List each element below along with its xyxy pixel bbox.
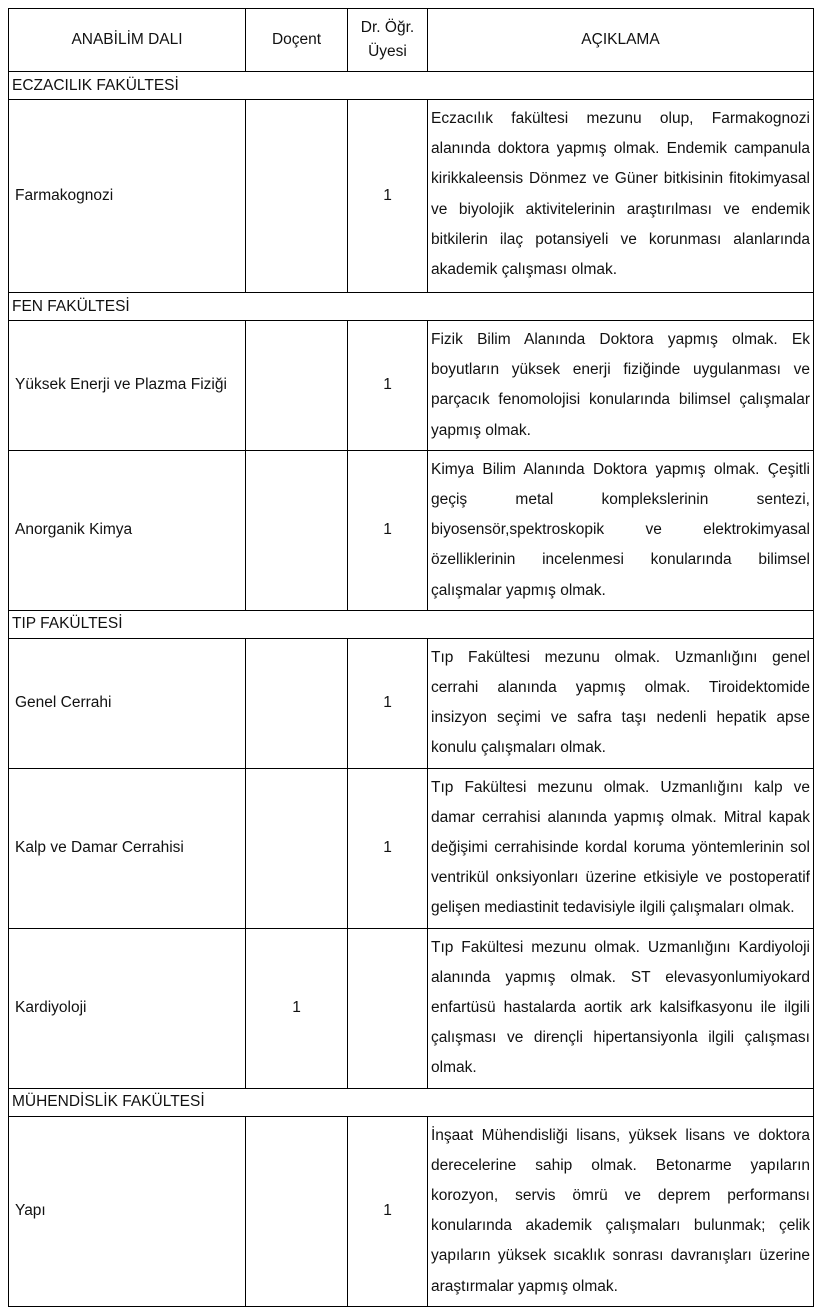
dr-cell: 1: [348, 638, 428, 768]
dr-cell: 1: [348, 1116, 428, 1306]
table-row: [9, 768, 814, 928]
table-row: [9, 928, 814, 1088]
faculty-name: TIP FAKÜLTESİ: [9, 610, 814, 638]
header-row: [9, 9, 814, 72]
description-cell: Eczacılık fakültesi mezunu olup, Farmakognozi alanında doktora yapmış olmak. Endemik campanula kirikkaleensis Dönmez ve Güner bitkisinin fitokimyasal ve biyolojik aktivitelerinin araştırılması ve endemik bitkilerin ilaç potansiyeli ve korunması alanlarında akademik çalışması olmak.: [428, 100, 814, 293]
department-cell: Kardiyoloji: [9, 928, 246, 1088]
docent-cell: 1: [246, 928, 348, 1088]
dr-cell: 1: [348, 100, 428, 293]
docent-cell: [246, 638, 348, 768]
description-cell: Kimya Bilim Alanında Doktora yapmış olmak. Çeşitli geçiş metal komplekslerinin sentezi, biyosensör,spektroskopik ve elektrokimyasal özelliklerinin incelenmesi konularında bilimsel çalışmalar yapmış olmak.: [428, 450, 814, 610]
dr-cell: [348, 928, 428, 1088]
position-table: [8, 8, 814, 1307]
department-cell: Yapı: [9, 1116, 246, 1306]
department-cell: Anorganik Kimya: [9, 450, 246, 610]
dr-cell: 1: [348, 450, 428, 610]
header-department: ANABİLİM DALI: [9, 9, 246, 72]
department-cell: Yüksek Enerji ve Plazma Fiziği: [9, 321, 246, 451]
department-cell: Genel Cerrahi: [9, 638, 246, 768]
faculty-name: FEN FAKÜLTESİ: [9, 293, 814, 321]
docent-cell: [246, 100, 348, 293]
table-row: [9, 638, 814, 768]
faculty-row: [9, 72, 814, 100]
docent-cell: [246, 450, 348, 610]
table-row: [9, 450, 814, 610]
description-cell: Fizik Bilim Alanında Doktora yapmış olmak. Ek boyutların yüksek enerji fiziğinde uygulanması ve parçacık fenomolojisi konularında bilimsel çalışmalar yapmış olmak.: [428, 321, 814, 451]
header-dr-line1: Dr. Öğr.: [360, 19, 415, 36]
description-cell: Tıp Fakültesi mezunu olmak. Uzmanlığını Kardiyoloji alanında yapmış olmak. ST elevasyonlumiyokard enfartüsü hastalarda aortik ark kalsifkasyonu ile ilgili çalışması ve dirençli hipertansiyonla ilgili çalışması olmak.: [428, 928, 814, 1088]
department-cell: Kalp ve Damar Cerrahisi: [9, 768, 246, 928]
header-dr-faculty-member: [348, 9, 428, 72]
dr-cell: 1: [348, 768, 428, 928]
table-row: [9, 100, 814, 293]
faculty-row: [9, 1088, 814, 1116]
header-dr-line2: Üyesi: [368, 43, 407, 60]
description-cell: Tıp Fakültesi mezunu olmak. Uzmanlığını genel cerrahi alanında yapmış olmak. Tiroidektomide insizyon seçimi ve safra taşı nedenli hepatik apse konulu çalışmaları olmak.: [428, 638, 814, 768]
docent-cell: [246, 321, 348, 451]
table-row: [9, 321, 814, 451]
description-cell: İnşaat Mühendisliği lisans, yüksek lisans ve doktora derecelerine sahip olmak. Betonarme yapıların korozyon, servis ömrü ve deprem performansı konularında akademik çalışmaları bulunmak; çelik yapıların yüksek sıcaklık sonrası davranışları üzerine araştırmalar yapmış olmak.: [428, 1116, 814, 1306]
header-docent: Doçent: [246, 9, 348, 72]
docent-cell: [246, 768, 348, 928]
faculty-name: MÜHENDİSLİK FAKÜLTESİ: [9, 1088, 814, 1116]
department-cell: Farmakognozi: [9, 100, 246, 293]
faculty-name: ECZACILIK FAKÜLTESİ: [9, 72, 814, 100]
dr-cell: 1: [348, 321, 428, 451]
faculty-row: [9, 610, 814, 638]
description-cell: Tıp Fakültesi mezunu olmak. Uzmanlığını kalp ve damar cerrahisi alanında yapmış olmak. Mitral kapak değişimi cerrahisinde kordal koruma yöntemlerinin sol ventrikül onksiyonları üzerine etkisiyle ve postoperatif gelişen mediastinit tedavisiyle ilgili çalışmaları olmak.: [428, 768, 814, 928]
header-description: AÇIKLAMA: [428, 9, 814, 72]
faculty-row: [9, 293, 814, 321]
position-table-sheet: [8, 8, 813, 1307]
docent-cell: [246, 1116, 348, 1306]
table-row: [9, 1116, 814, 1306]
